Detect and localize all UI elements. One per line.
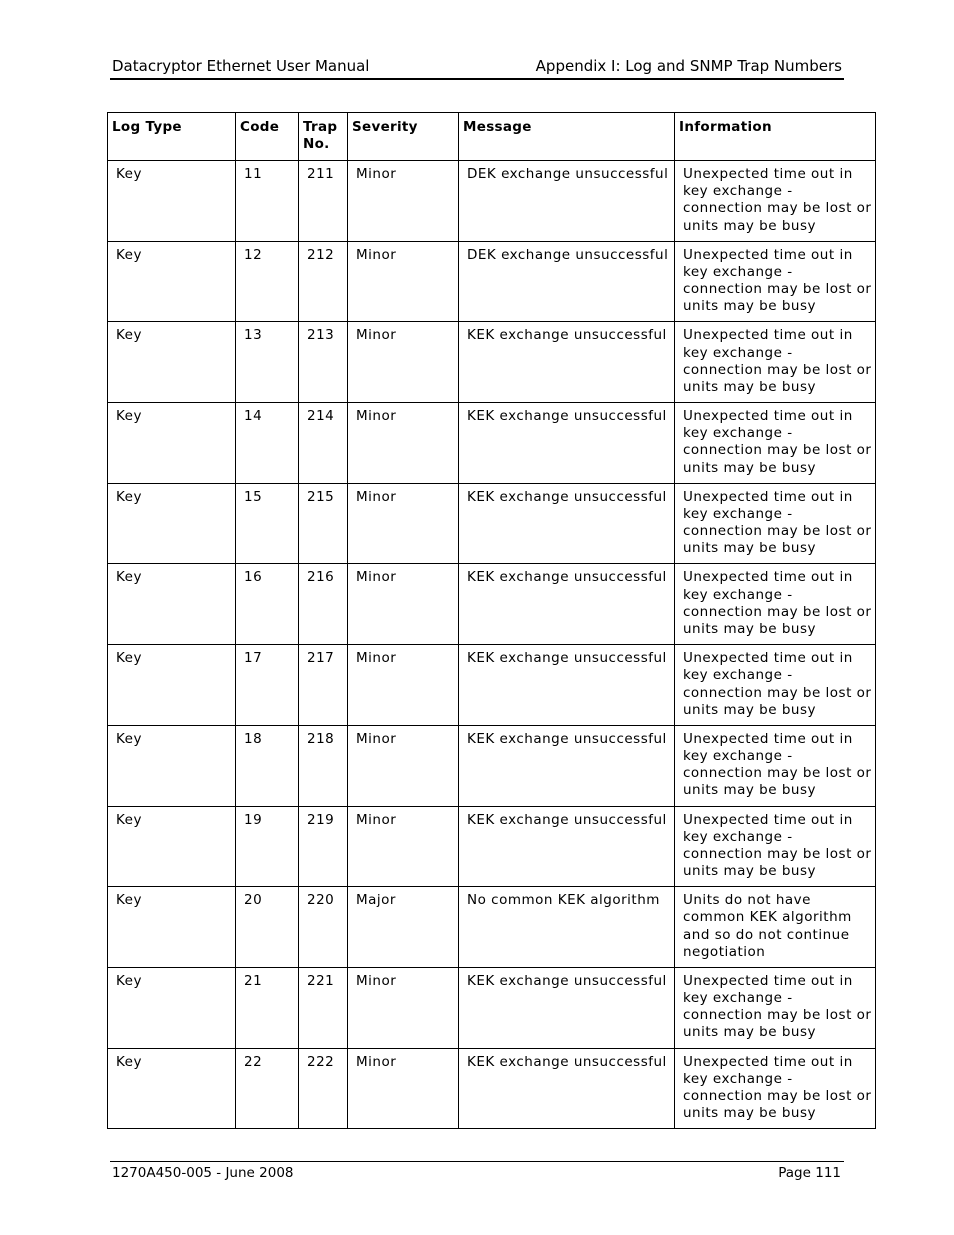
cell-message: No common KEK algorithm bbox=[459, 887, 675, 968]
cell-information: Unexpected time out in key exchange - connection may be lost or units may be busy bbox=[675, 645, 876, 726]
cell-message: KEK exchange unsuccessful bbox=[459, 483, 675, 564]
cell-information: Unexpected time out in key exchange - connection may be lost or units may be busy bbox=[675, 967, 876, 1048]
column-header-information: Information bbox=[675, 113, 876, 161]
table-row bbox=[108, 806, 876, 887]
cell-information: Unexpected time out in key exchange - connection may be lost or units may be busy bbox=[675, 564, 876, 645]
cell-message: DEK exchange unsuccessful bbox=[459, 241, 675, 322]
cell-information: Units do not have common KEK algorithm and so do not continue negotiation bbox=[675, 887, 876, 968]
cell-severity: Minor bbox=[348, 645, 459, 726]
table-row bbox=[108, 322, 876, 403]
cell-message: KEK exchange unsuccessful bbox=[459, 967, 675, 1048]
cell-severity: Minor bbox=[348, 161, 459, 242]
cell-trap-no: 219 bbox=[299, 806, 348, 887]
cell-log-type: Key bbox=[108, 403, 236, 484]
cell-code: 11 bbox=[236, 161, 299, 242]
cell-severity: Minor bbox=[348, 564, 459, 645]
cell-message: KEK exchange unsuccessful bbox=[459, 725, 675, 806]
cell-message: KEK exchange unsuccessful bbox=[459, 322, 675, 403]
table-row bbox=[108, 483, 876, 564]
document-title: Datacryptor Ethernet User Manual bbox=[112, 57, 370, 75]
table-row bbox=[108, 241, 876, 322]
column-header-message: Message bbox=[459, 113, 675, 161]
cell-information: Unexpected time out in key exchange - connection may be lost or units may be busy bbox=[675, 806, 876, 887]
log-trap-table bbox=[107, 112, 876, 1129]
cell-information: Unexpected time out in key exchange - connection may be lost or units may be busy bbox=[675, 322, 876, 403]
cell-trap-no: 214 bbox=[299, 403, 348, 484]
cell-severity: Minor bbox=[348, 967, 459, 1048]
cell-log-type: Key bbox=[108, 322, 236, 403]
cell-information: Unexpected time out in key exchange - connection may be lost or units may be busy bbox=[675, 161, 876, 242]
cell-trap-no: 211 bbox=[299, 161, 348, 242]
cell-message: KEK exchange unsuccessful bbox=[459, 403, 675, 484]
cell-log-type: Key bbox=[108, 1048, 236, 1129]
cell-trap-no: 222 bbox=[299, 1048, 348, 1129]
cell-code: 22 bbox=[236, 1048, 299, 1129]
cell-code: 13 bbox=[236, 322, 299, 403]
cell-log-type: Key bbox=[108, 564, 236, 645]
cell-message: KEK exchange unsuccessful bbox=[459, 645, 675, 726]
document-id: 1270A450-005 - June 2008 bbox=[112, 1165, 294, 1181]
cell-information: Unexpected time out in key exchange - connection may be lost or units may be busy bbox=[675, 403, 876, 484]
cell-severity: Major bbox=[348, 887, 459, 968]
cell-log-type: Key bbox=[108, 483, 236, 564]
cell-code: 15 bbox=[236, 483, 299, 564]
cell-severity: Minor bbox=[348, 403, 459, 484]
page-number: Page 111 bbox=[778, 1165, 841, 1181]
cell-code: 17 bbox=[236, 645, 299, 726]
cell-trap-no: 213 bbox=[299, 322, 348, 403]
cell-information: Unexpected time out in key exchange - connection may be lost or units may be busy bbox=[675, 725, 876, 806]
cell-severity: Minor bbox=[348, 483, 459, 564]
cell-code: 19 bbox=[236, 806, 299, 887]
cell-log-type: Key bbox=[108, 806, 236, 887]
cell-log-type: Key bbox=[108, 241, 236, 322]
cell-trap-no: 217 bbox=[299, 645, 348, 726]
cell-trap-no: 215 bbox=[299, 483, 348, 564]
cell-log-type: Key bbox=[108, 887, 236, 968]
column-header-severity: Severity bbox=[348, 113, 459, 161]
cell-log-type: Key bbox=[108, 725, 236, 806]
cell-severity: Minor bbox=[348, 1048, 459, 1129]
cell-log-type: Key bbox=[108, 161, 236, 242]
cell-message: DEK exchange unsuccessful bbox=[459, 161, 675, 242]
cell-code: 12 bbox=[236, 241, 299, 322]
table-row bbox=[108, 967, 876, 1048]
table-row bbox=[108, 725, 876, 806]
cell-trap-no: 218 bbox=[299, 725, 348, 806]
cell-code: 20 bbox=[236, 887, 299, 968]
cell-severity: Minor bbox=[348, 241, 459, 322]
cell-log-type: Key bbox=[108, 645, 236, 726]
cell-message: KEK exchange unsuccessful bbox=[459, 806, 675, 887]
page-footer bbox=[110, 1161, 844, 1181]
cell-information: Unexpected time out in key exchange - connection may be lost or units may be busy bbox=[675, 241, 876, 322]
column-header-log-type: Log Type bbox=[108, 113, 236, 161]
cell-information: Unexpected time out in key exchange - connection may be lost or units may be busy bbox=[675, 483, 876, 564]
table-row bbox=[108, 645, 876, 726]
column-header-code: Code bbox=[236, 113, 299, 161]
cell-message: KEK exchange unsuccessful bbox=[459, 1048, 675, 1129]
cell-trap-no: 220 bbox=[299, 887, 348, 968]
table-row bbox=[108, 887, 876, 968]
cell-severity: Minor bbox=[348, 806, 459, 887]
cell-trap-no: 221 bbox=[299, 967, 348, 1048]
page-header bbox=[110, 56, 844, 80]
cell-severity: Minor bbox=[348, 725, 459, 806]
column-header-trap-no: Trap No. bbox=[299, 113, 348, 161]
cell-code: 21 bbox=[236, 967, 299, 1048]
table-row bbox=[108, 1048, 876, 1129]
cell-information: Unexpected time out in key exchange - connection may be lost or units may be busy bbox=[675, 1048, 876, 1129]
table-row bbox=[108, 403, 876, 484]
cell-code: 16 bbox=[236, 564, 299, 645]
cell-log-type: Key bbox=[108, 967, 236, 1048]
cell-trap-no: 216 bbox=[299, 564, 348, 645]
cell-severity: Minor bbox=[348, 322, 459, 403]
cell-message: KEK exchange unsuccessful bbox=[459, 564, 675, 645]
section-title: Appendix I: Log and SNMP Trap Numbers bbox=[535, 57, 842, 75]
cell-code: 18 bbox=[236, 725, 299, 806]
cell-trap-no: 212 bbox=[299, 241, 348, 322]
table-header-row bbox=[108, 113, 876, 161]
cell-code: 14 bbox=[236, 403, 299, 484]
table-row bbox=[108, 161, 876, 242]
table-row bbox=[108, 564, 876, 645]
